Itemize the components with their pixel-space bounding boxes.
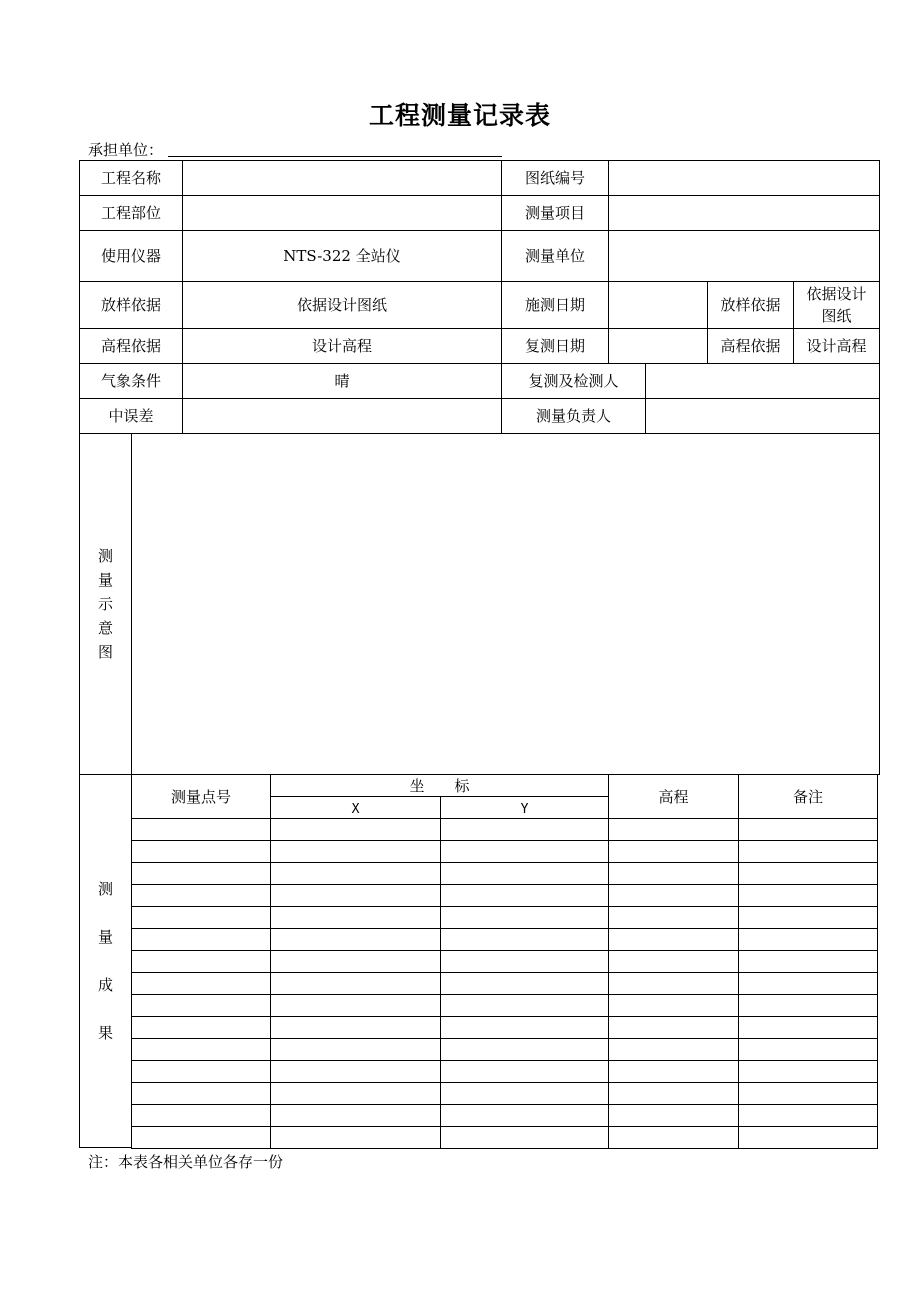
footer-note: 注：本表各相关单位各存一份 bbox=[88, 1153, 284, 1171]
instrument-label: 使用仪器 bbox=[79, 230, 183, 282]
survey-date-value[interactable] bbox=[608, 281, 708, 329]
point-no-cell[interactable] bbox=[131, 1126, 271, 1149]
elevation-cell[interactable] bbox=[608, 928, 739, 951]
x-cell[interactable] bbox=[270, 950, 441, 973]
x-cell[interactable] bbox=[270, 818, 441, 841]
point-no-cell[interactable] bbox=[131, 950, 271, 973]
x-cell[interactable] bbox=[270, 1126, 441, 1149]
weather-label: 气象条件 bbox=[79, 363, 183, 399]
elevation-cell[interactable] bbox=[608, 1038, 739, 1061]
survey-date-label: 施测日期 bbox=[501, 281, 609, 329]
y-cell[interactable] bbox=[440, 1126, 609, 1149]
x-cell[interactable] bbox=[270, 1060, 441, 1083]
point-no-cell[interactable] bbox=[131, 928, 271, 951]
point-no-cell[interactable] bbox=[131, 1082, 271, 1105]
results-label-char: 果 bbox=[97, 1024, 113, 1042]
survey-item-label: 测量项目 bbox=[501, 195, 609, 231]
header-y: Y bbox=[440, 796, 609, 819]
y-cell[interactable] bbox=[440, 1060, 609, 1083]
y-cell[interactable] bbox=[440, 1016, 609, 1039]
y-cell[interactable] bbox=[440, 906, 609, 929]
x-cell[interactable] bbox=[270, 1082, 441, 1105]
y-cell[interactable] bbox=[440, 994, 609, 1017]
survey-unit-label: 测量单位 bbox=[501, 230, 609, 282]
diagram-label-char: 示 bbox=[97, 595, 113, 613]
unit-input-line[interactable] bbox=[168, 156, 502, 157]
mean-error-label: 中误差 bbox=[79, 398, 183, 434]
x-cell[interactable] bbox=[270, 862, 441, 885]
point-no-cell[interactable] bbox=[131, 862, 271, 885]
elevation-cell[interactable] bbox=[608, 1082, 739, 1105]
instrument-value[interactable]: NTS-322 全站仪 bbox=[182, 230, 502, 282]
x-cell[interactable] bbox=[270, 928, 441, 951]
remark-cell[interactable] bbox=[738, 1082, 878, 1105]
elevation-basis-label: 高程依据 bbox=[79, 328, 183, 364]
x-cell[interactable] bbox=[270, 884, 441, 907]
x-cell[interactable] bbox=[270, 840, 441, 863]
page-title: 工程测量记录表 bbox=[368, 101, 551, 130]
remark-cell[interactable] bbox=[738, 994, 878, 1017]
point-no-cell[interactable] bbox=[131, 972, 271, 995]
remark-cell[interactable] bbox=[738, 840, 878, 863]
remark-cell[interactable] bbox=[738, 1104, 878, 1127]
elevation-cell[interactable] bbox=[608, 1104, 739, 1127]
drawing-no-value[interactable] bbox=[608, 160, 880, 196]
point-no-cell[interactable] bbox=[131, 1060, 271, 1083]
recheck-date-value[interactable] bbox=[608, 328, 708, 364]
x-cell[interactable] bbox=[270, 994, 441, 1017]
results-label-char: 量 bbox=[97, 928, 113, 946]
elevation-cell[interactable] bbox=[608, 994, 739, 1017]
remark-cell[interactable] bbox=[738, 1060, 878, 1083]
y-cell[interactable] bbox=[440, 818, 609, 841]
elevation-cell[interactable] bbox=[608, 950, 739, 973]
point-no-cell[interactable] bbox=[131, 906, 271, 929]
weather-value[interactable]: 晴 bbox=[182, 363, 502, 399]
y-cell[interactable] bbox=[440, 972, 609, 995]
recheck-date-label: 复测日期 bbox=[501, 328, 609, 364]
remark-cell[interactable] bbox=[738, 972, 878, 995]
y-cell[interactable] bbox=[440, 950, 609, 973]
elevation-basis-label-2: 高程依据 bbox=[707, 328, 794, 364]
project-part-value[interactable] bbox=[182, 195, 502, 231]
mean-error-value[interactable] bbox=[182, 398, 502, 434]
point-no-cell[interactable] bbox=[131, 884, 271, 907]
point-no-cell[interactable] bbox=[131, 1038, 271, 1061]
drawing-no-label: 图纸编号 bbox=[501, 160, 609, 196]
responsible-value[interactable] bbox=[645, 398, 880, 434]
remark-cell[interactable] bbox=[738, 818, 878, 841]
elevation-cell[interactable] bbox=[608, 818, 739, 841]
layout-basis-label-2: 放样依据 bbox=[707, 281, 794, 329]
point-no-cell[interactable] bbox=[131, 818, 271, 841]
recheck-person-value[interactable] bbox=[645, 363, 880, 399]
remark-cell[interactable] bbox=[738, 906, 878, 929]
point-no-cell[interactable] bbox=[131, 1104, 271, 1127]
results-label-char: 成 bbox=[97, 976, 113, 994]
elevation-cell[interactable] bbox=[608, 884, 739, 907]
survey-unit-value[interactable] bbox=[608, 230, 880, 282]
x-cell[interactable] bbox=[270, 972, 441, 995]
y-cell[interactable] bbox=[440, 840, 609, 863]
diagram-label-char: 量 bbox=[97, 571, 113, 589]
y-cell[interactable] bbox=[440, 1082, 609, 1105]
remark-cell[interactable] bbox=[738, 928, 878, 951]
remark-cell[interactable] bbox=[738, 1016, 878, 1039]
layout-basis-value-2[interactable]: 依据设计 图纸 bbox=[793, 281, 880, 329]
header-x: X bbox=[270, 796, 441, 819]
x-cell[interactable] bbox=[270, 1038, 441, 1061]
diagram-label bbox=[79, 433, 132, 775]
remark-cell[interactable] bbox=[738, 862, 878, 885]
y-cell[interactable] bbox=[440, 862, 609, 885]
project-name-label: 工程名称 bbox=[79, 160, 183, 196]
results-label-char: 测 bbox=[97, 880, 113, 898]
unit-label: 承担单位： bbox=[88, 141, 164, 159]
point-no-cell[interactable] bbox=[131, 994, 271, 1017]
x-cell[interactable] bbox=[270, 906, 441, 929]
diagram-label-char: 意 bbox=[97, 619, 113, 637]
diagram-label-char: 图 bbox=[97, 643, 113, 661]
y-cell[interactable] bbox=[440, 884, 609, 907]
project-name-value[interactable] bbox=[182, 160, 502, 196]
x-cell[interactable] bbox=[270, 1016, 441, 1039]
point-no-cell[interactable] bbox=[131, 1016, 271, 1039]
header-point-no: 测量点号 bbox=[131, 774, 271, 819]
remark-cell[interactable] bbox=[738, 1038, 878, 1061]
responsible-label: 测量负责人 bbox=[501, 398, 646, 434]
remark-cell[interactable] bbox=[738, 950, 878, 973]
results-label bbox=[79, 774, 132, 1148]
remark-cell[interactable] bbox=[738, 884, 878, 907]
header-remark: 备注 bbox=[738, 774, 878, 819]
elevation-basis-value[interactable]: 设计高程 bbox=[182, 328, 502, 364]
y-cell[interactable] bbox=[440, 1038, 609, 1061]
elevation-cell[interactable] bbox=[608, 906, 739, 929]
survey-item-value[interactable] bbox=[608, 195, 880, 231]
layout-basis-label: 放样依据 bbox=[79, 281, 183, 329]
project-part-label: 工程部位 bbox=[79, 195, 183, 231]
diagram-label-char: 测 bbox=[97, 547, 113, 565]
point-no-cell[interactable] bbox=[131, 840, 271, 863]
layout-basis-value[interactable]: 依据设计图纸 bbox=[182, 281, 502, 329]
diagram-area[interactable] bbox=[131, 433, 880, 775]
x-cell[interactable] bbox=[270, 1104, 441, 1127]
elevation-basis-value-2[interactable]: 设计高程 bbox=[793, 328, 880, 364]
y-cell[interactable] bbox=[440, 1104, 609, 1127]
elevation-cell[interactable] bbox=[608, 1126, 739, 1149]
remark-cell[interactable] bbox=[738, 1126, 878, 1149]
elevation-cell[interactable] bbox=[608, 1060, 739, 1083]
elevation-cell[interactable] bbox=[608, 972, 739, 995]
elevation-cell[interactable] bbox=[608, 840, 739, 863]
elevation-cell[interactable] bbox=[608, 1016, 739, 1039]
header-coordinate: 坐 标 bbox=[270, 774, 609, 797]
y-cell[interactable] bbox=[440, 928, 609, 951]
elevation-cell[interactable] bbox=[608, 862, 739, 885]
header-elevation: 高程 bbox=[608, 774, 739, 819]
recheck-person-label: 复测及检测人 bbox=[501, 363, 646, 399]
